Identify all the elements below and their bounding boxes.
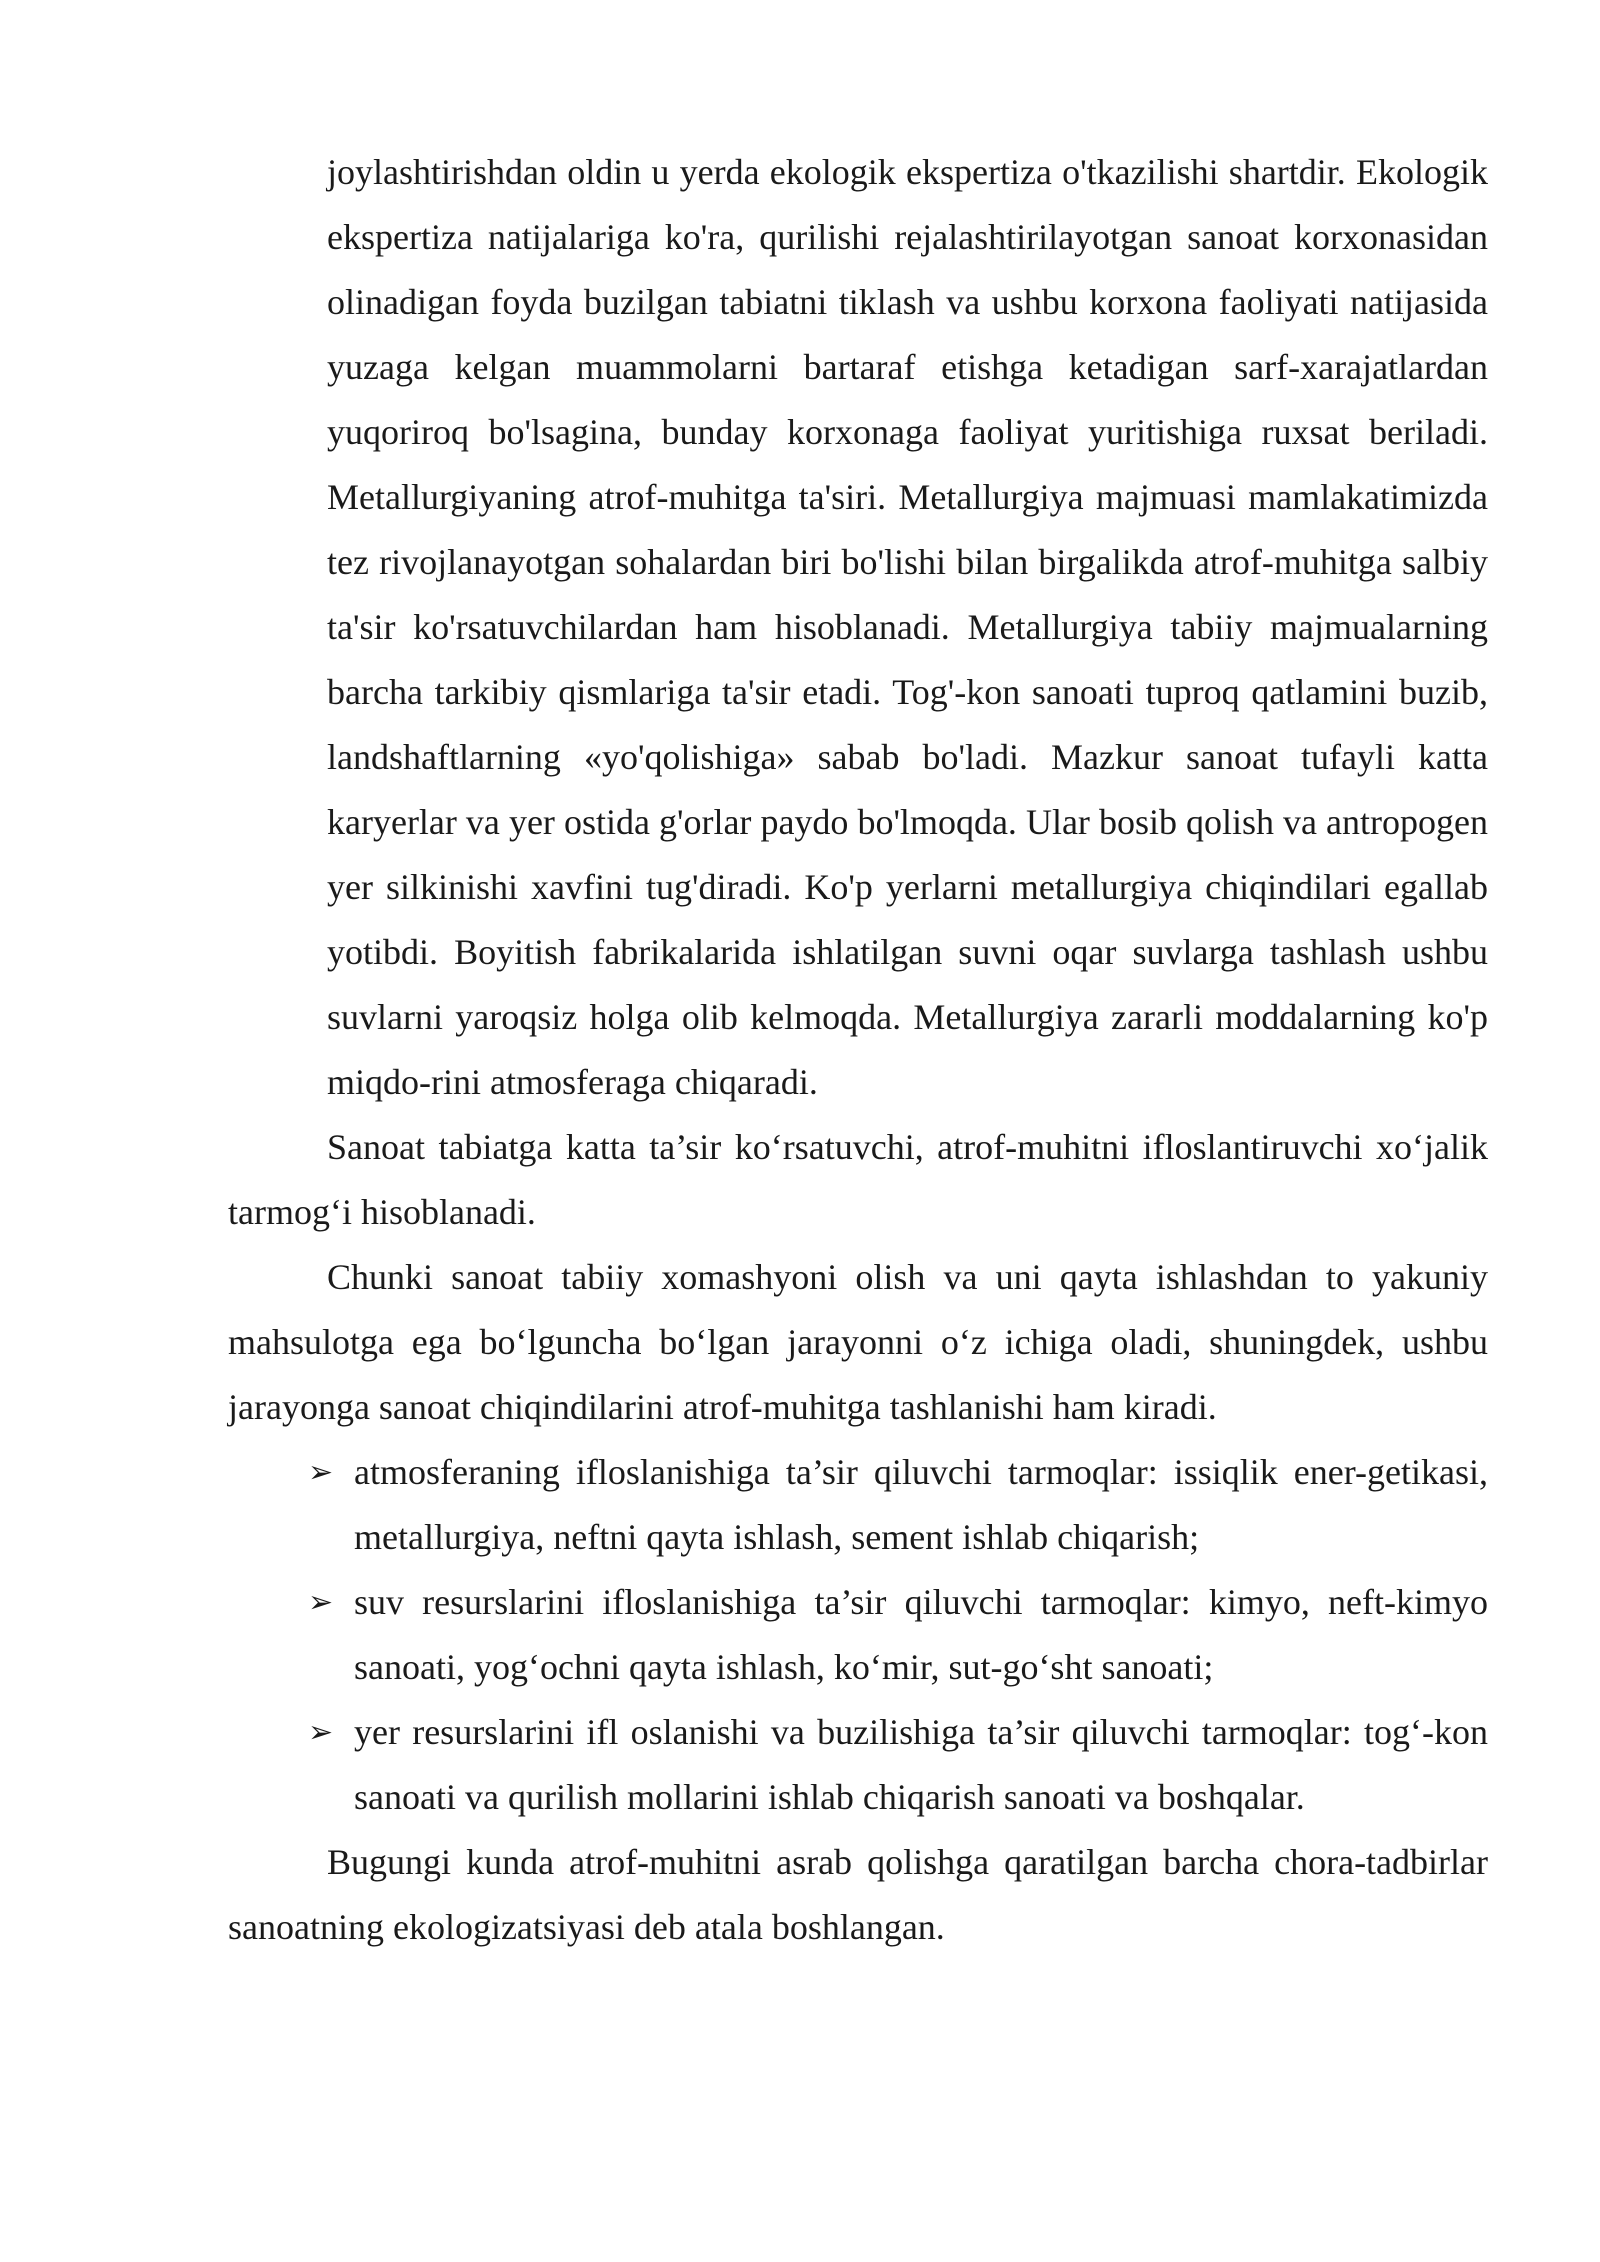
pollution-sectors-list xyxy=(228,1440,1488,1830)
list-item xyxy=(228,1700,1488,1830)
list-item-text: suv resurslarini ifloslanishiga ta’sir qiluvchi tarmoqlar: kimyo, neft-kimyo sanoati, yog‘ochni qayta ishlash, ko‘mir, sut-go‘sht sanoati; xyxy=(354,1582,1488,1687)
paragraph-ecologization: Bugungi kunda atrof-muhitni asrab qolishga qaratilgan barcha chora-tadbirlar sanoatning ekologizatsiyasi deb atala boshlangan. xyxy=(228,1842,1488,1947)
arrow-bullet-icon: ➢ xyxy=(308,1585,334,1620)
paragraph-metallurgy-impact: joylashtirishdan oldin u yerda ekologik ekspertiza o'tkazilishi shartdir. Ekologik ekspertiza natijalariga ko'ra, qurilishi rejalashtirilayotgan sanoat korxonasidan olinadigan foyda buzilgan tabiatni tiklash va ushbu korxona faoliyati natijasida yuzaga kelgan muammolarni bartaraf etishga ketadigan sarf-xarajatlardan yuqoriroq bo'lsagina, bunday korxonaga faoliyat yuritishiga ruxsat beriladi. Metallurgiyaning atrof-muhitga ta'siri. Metallurgiya majmuasi mamlakatimizda tez rivojlanayotgan sohalardan biri bo'lishi bilan birgalikda atrof-muhitga salbiy ta'sir ko'rsatuvchilardan ham hisoblanadi. Metallurgiya tabiiy majmualarning barcha tarkibiy qismlariga ta'sir etadi. Tog'-kon sanoati tuproq qatlamini buzib, landshaftlarning «yo'qolishiga» sabab bo'ladi. Mazkur sanoat tufayli katta karyerlar va yer ostida g'orlar paydo bo'lmoqda. Ular bosib qolish va antropogen yer silkinishi xavfini tug'diradi. Ko'p yerlarni metallurgiya chiqindilari egallab yotibdi. Boyitish fabrikalarida ishlatilgan suvni oqar suvlarga tashlash ushbu suvlarni yaroqsiz holga olib kelmoqda. Metallurgiya zararli moddalarning ko'p miqdo-rini atmosferaga chiqaradi. xyxy=(327,152,1488,1102)
arrow-bullet-icon: ➢ xyxy=(308,1455,334,1490)
list-item-text: atmosferaning ifloslanishiga ta’sir qiluvchi tarmoqlar: issiqlik ener-getikasi, metallurgiya, neftni qayta ishlash, sement ishlab chiqarish; xyxy=(354,1452,1488,1557)
list-item xyxy=(228,1440,1488,1570)
paragraph-industry-pollution: Sanoat tabiatga katta ta’sir ko‘rsatuvchi, atrof-muhitni ifloslantiruvchi xo‘jalik tarmog‘i hisoblanadi. xyxy=(228,1127,1488,1232)
document-body xyxy=(228,140,1488,1960)
list-item-text: yer resurslarini ifl oslanishi va buzilishiga ta’sir qiluvchi tarmoqlar: tog‘-kon sanoati va qurilish mollarini ishlab chiqarish sanoati va boshqalar. xyxy=(354,1712,1488,1817)
arrow-bullet-icon: ➢ xyxy=(308,1715,334,1750)
list-item xyxy=(228,1570,1488,1700)
paragraph-industry-process: Chunki sanoat tabiiy xomashyoni olish va uni qayta ishlashdan to yakuniy mahsulotga ega bo‘lguncha bo‘lgan jarayonni o‘z ichiga oladi, shuningdek, ushbu jarayonga sanoat chiqindilarini atrof-muhitga tashlanishi ham kiradi. xyxy=(228,1257,1488,1427)
